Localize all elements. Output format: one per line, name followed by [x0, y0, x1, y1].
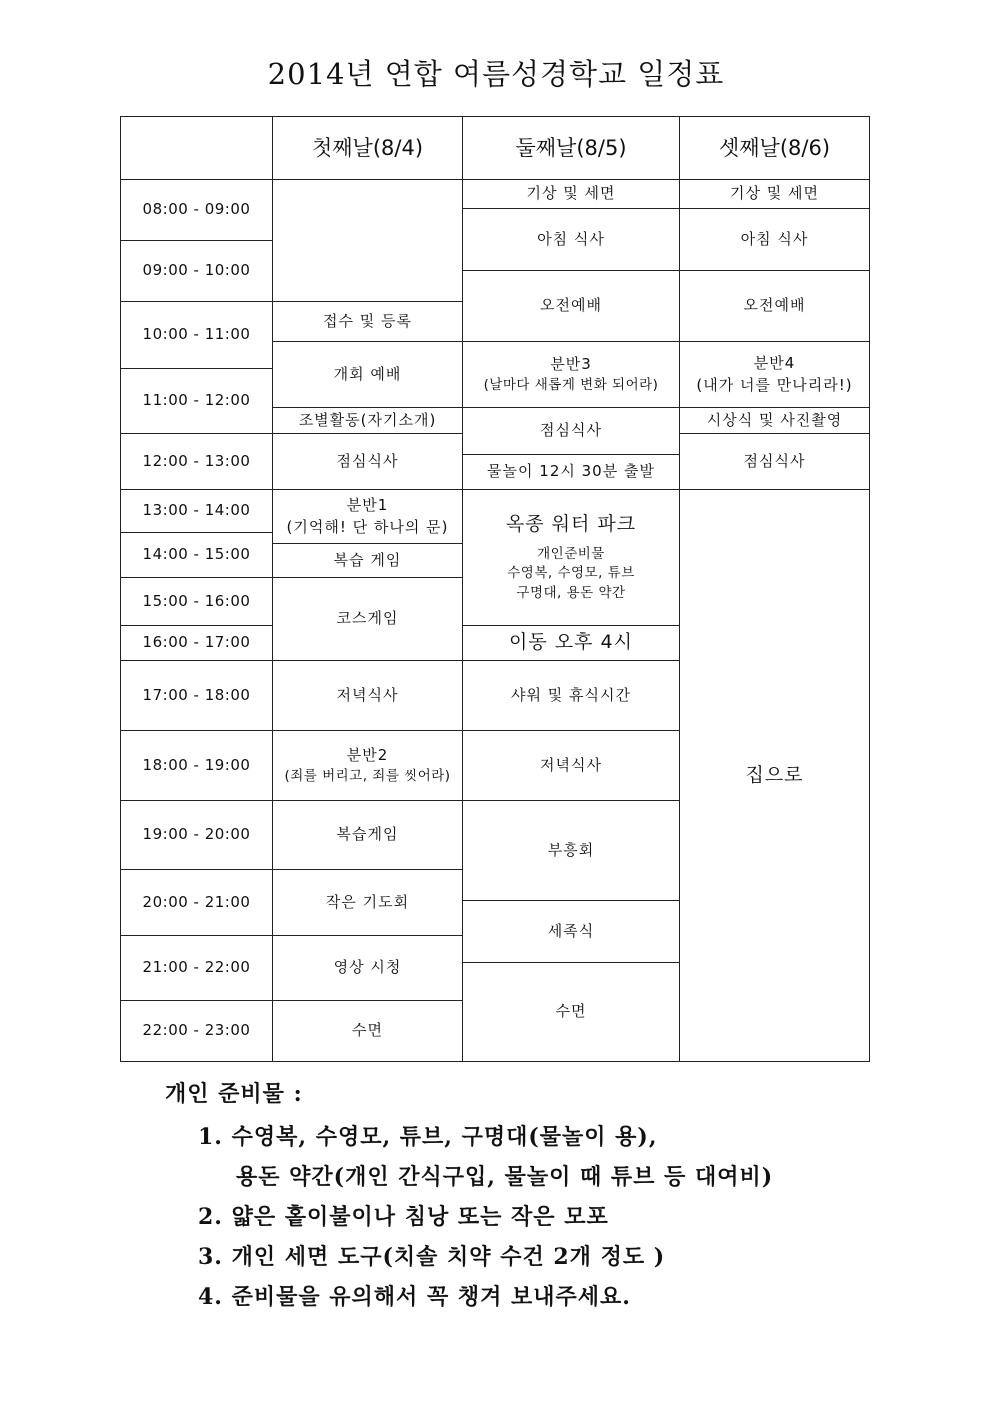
time-slot: 14:00 - 15:00 — [120, 532, 273, 578]
time-slot: 16:00 - 17:00 — [120, 625, 273, 661]
time-slot: 13:00 - 14:00 — [120, 489, 273, 533]
prep-line-2: 구명대, 용돈 약간 — [516, 585, 626, 602]
day1-group-activity: 조별활동(자기소개) — [272, 407, 463, 434]
water-park-title: 옥종 워터 파크 — [505, 513, 637, 536]
class3-subtitle: (날마다 새롭게 변화 되어라) — [483, 376, 659, 393]
class2-title: 분반2 — [346, 745, 389, 764]
day1-dinner: 저녁식사 — [272, 660, 463, 731]
day2-dinner: 저녁식사 — [462, 730, 680, 801]
day2-wake-up: 기상 및 세면 — [462, 179, 680, 209]
day1-empty-slot — [272, 179, 463, 302]
day1-opening-worship: 개회 예배 — [272, 341, 463, 408]
day3-breakfast: 아침 식사 — [679, 208, 870, 271]
time-slot: 22:00 - 23:00 — [120, 1000, 273, 1062]
day2-move: 이동 오후 4시 — [462, 625, 680, 661]
header-day3: 셋째날(8/6) — [679, 116, 870, 180]
day1-class2 — [272, 730, 463, 801]
time-slot: 09:00 - 10:00 — [120, 240, 273, 302]
time-slot: 20:00 - 21:00 — [120, 869, 273, 936]
day2-lunch: 점심식사 — [462, 407, 680, 455]
time-slot: 21:00 - 22:00 — [120, 935, 273, 1001]
prep-line-1: 수영복, 수영모, 튜브 — [507, 565, 635, 582]
day1-video: 영상 시청 — [272, 935, 463, 1001]
notes-item-1b: 용돈 약간(개인 간식구입, 물놀이 때 튜브 등 대여비) — [236, 1164, 774, 1190]
day2-morning-worship: 오전예배 — [462, 270, 680, 342]
notes-item-2: 2. 얇은 홑이불이나 침낭 또는 작은 모포 — [198, 1204, 609, 1230]
time-slot: 10:00 - 11:00 — [120, 301, 273, 369]
notes-item-4: 4. 준비물을 유의해서 꼭 챙겨 보내주세요. — [198, 1284, 631, 1310]
time-slot: 19:00 - 20:00 — [120, 800, 273, 870]
time-slot: 15:00 - 16:00 — [120, 577, 273, 626]
day3-morning-worship: 오전예배 — [679, 270, 870, 342]
class1-subtitle: (기억해! 단 하나의 문) — [286, 517, 449, 536]
day2-revival: 부흥회 — [462, 800, 680, 901]
header-day1: 첫째날(8/4) — [272, 116, 463, 180]
day1-lunch: 점심식사 — [272, 433, 463, 490]
day2-water-departure: 물놀이 12시 30분 출발 — [462, 454, 680, 490]
time-slot: 18:00 - 19:00 — [120, 730, 273, 801]
day1-prayer-meeting: 작은 기도회 — [272, 869, 463, 936]
header-corner — [120, 116, 273, 180]
day1-sleep: 수면 — [272, 1000, 463, 1062]
page-title: 2014년 연합 여름성경학교 일정표 — [267, 57, 725, 91]
day3-awards: 시상식 및 사진촬영 — [679, 407, 870, 434]
time-slot: 08:00 - 09:00 — [120, 179, 273, 241]
day1-class1 — [272, 489, 463, 544]
class4-title: 분반4 — [753, 353, 796, 372]
day2-shower: 샤워 및 휴식시간 — [462, 660, 680, 731]
day1-course-game: 코스게임 — [272, 577, 463, 661]
day2-class3 — [462, 341, 680, 408]
day3-go-home: 집으로 — [679, 489, 870, 1062]
day1-review-game: 복습 게임 — [272, 543, 463, 578]
time-slot: 17:00 - 18:00 — [120, 660, 273, 731]
notes-heading: 개인 준비물 : — [165, 1081, 303, 1107]
day1-registration: 접수 및 등록 — [272, 301, 463, 342]
day2-sleep: 수면 — [462, 962, 680, 1062]
class2-subtitle: (죄를 버리고, 죄를 씻어라) — [284, 767, 451, 784]
day1-review-game-2: 복습게임 — [272, 800, 463, 870]
day2-breakfast: 아침 식사 — [462, 208, 680, 271]
day2-water-park — [462, 489, 680, 626]
time-slot: 12:00 - 13:00 — [120, 433, 273, 490]
prep-title: 개인준비물 — [537, 545, 605, 562]
day3-class4 — [679, 341, 870, 408]
time-slot: 11:00 - 12:00 — [120, 368, 273, 434]
class1-title: 분반1 — [346, 495, 389, 514]
class4-subtitle: (내가 너를 만나리라!) — [696, 375, 853, 394]
header-day2: 둘째날(8/5) — [462, 116, 680, 180]
day3-lunch: 점심식사 — [679, 433, 870, 490]
day3-wake-up: 기상 및 세면 — [679, 179, 870, 209]
notes-item-1a: 1. 수영복, 수영모, 튜브, 구명대(물놀이 용), — [198, 1124, 658, 1150]
day2-foot-washing: 세족식 — [462, 900, 680, 963]
notes-item-3: 3. 개인 세면 도구(치솔 치약 수건 2개 정도 ) — [198, 1244, 666, 1270]
class3-title: 분반3 — [550, 354, 592, 373]
